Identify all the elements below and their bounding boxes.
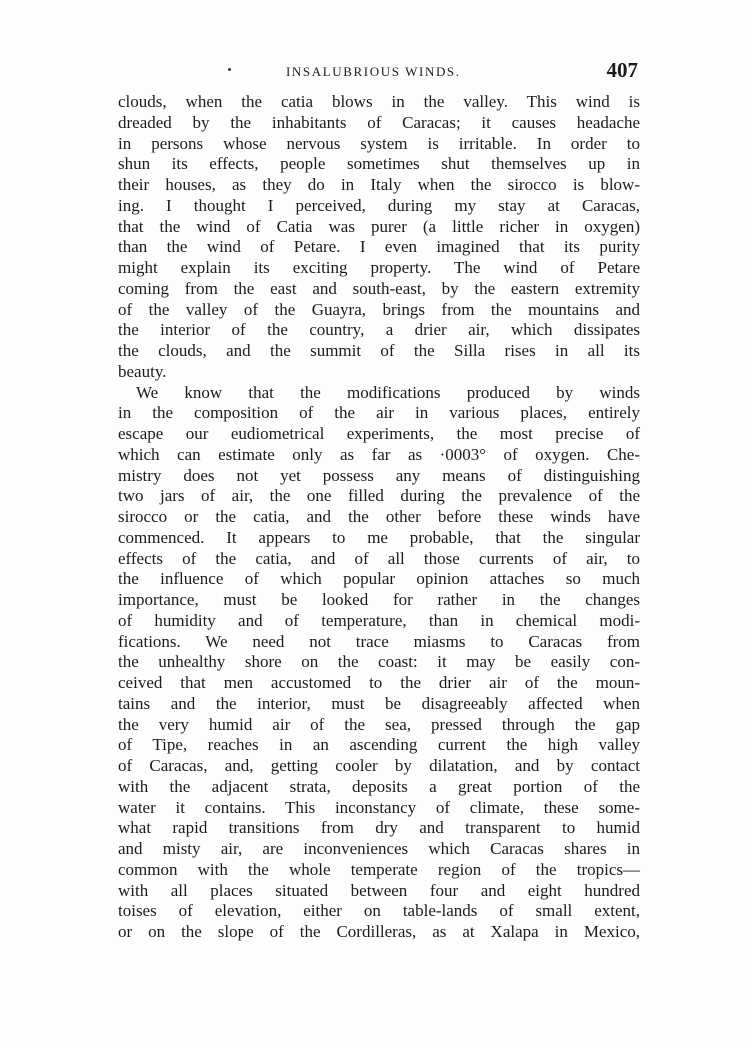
text-line: two jars of air, the one filled during the prevalence of the: [118, 486, 640, 506]
text-line: fications. We need not trace miasms to Caracas from: [118, 631, 640, 651]
body-text: [118, 92, 640, 943]
text-line: that the wind of Catia was purer (a little richer in oxygen): [118, 216, 640, 236]
text-line: beauty.: [118, 361, 167, 381]
text-line: importance, must be looked for rather in the changes: [118, 590, 640, 609]
text-line: with the adjacent strata, deposits a great portion of the: [118, 776, 640, 796]
running-head: INSALUBRIOUS WINDS.: [286, 64, 461, 79]
text-line: toises of elevation, either on table-lands of small extent,: [118, 901, 640, 921]
text-line: in persons whose nervous system is irritable. In order to: [118, 133, 640, 153]
text-line: mistry does not yet possess any means of distinguishing: [118, 465, 640, 485]
text-line: water it contains. This inconstancy of climate, these some-: [118, 797, 640, 817]
text-line: dreaded by the inhabitants of Caracas; it causes headache: [118, 112, 640, 132]
text-line: of humidity and of temperature, than in chemical modi-: [118, 610, 640, 630]
text-line: which can estimate only as far as ·0003° of oxygen. Che-: [118, 444, 640, 464]
text-line: clouds, when the catia blows in the valley. This wind is: [118, 92, 640, 111]
text-line: or on the slope of the Cordilleras, as at Xalapa in Mexico,: [118, 922, 640, 941]
text-line: the unhealthy shore on the coast: it may be easily con-: [118, 652, 640, 672]
text-line: in the composition of the air in various places, entirely: [118, 403, 640, 423]
text-line: their houses, as they do in Italy when the sirocco is blow-: [118, 175, 640, 194]
page-header: [118, 58, 638, 88]
text-line: effects of the catia, and of all those currents of air, to: [118, 548, 640, 568]
header-dot: [228, 68, 231, 71]
text-line: ing. I thought I perceived, during my stay at Caracas,: [118, 195, 640, 215]
text-line: the very humid air of the sea, pressed through the gap: [118, 714, 640, 734]
text-line: of the valley of the Guayra, brings from the mountains and: [118, 299, 640, 319]
text-line: of Caracas, and, getting cooler by dilatation, and by contact: [118, 756, 640, 775]
text-line: ceived that men accustomed to the drier air of the moun-: [118, 673, 640, 692]
text-line: the clouds, and the summit of the Silla rises in all its: [118, 341, 640, 360]
text-line: might explain its exciting property. The wind of Petare: [118, 258, 640, 277]
text-line: and misty air, are inconveniences which Caracas shares in: [118, 839, 640, 858]
text-line: tains and the interior, must be disagreeably affected when: [118, 693, 640, 713]
text-line: the influence of which popular opinion attaches so much: [118, 569, 640, 589]
text-line: escape our eudiometrical experiments, the most precise of: [118, 424, 640, 443]
text-line: shun its effects, people sometimes shut themselves up in: [118, 154, 640, 174]
text-line: than the wind of Petare. I even imagined that its purity: [118, 237, 640, 257]
text-line: what rapid transitions from dry and transparent to humid: [118, 818, 640, 838]
text-line: We know that the modifications produced by winds: [136, 382, 640, 402]
text-line: the interior of the country, a drier air, which dissipates: [118, 320, 640, 340]
page-number: 407: [606, 58, 638, 82]
text-line: commenced. It appears to me probable, that the singular: [118, 527, 640, 547]
text-line: coming from the east and south-east, by the eastern extremity: [118, 278, 640, 298]
text-line: with all places situated between four and eight hundred: [118, 880, 640, 900]
text-line: common with the whole temperate region of the tropics—: [118, 859, 640, 879]
text-line: of Tipe, reaches in an ascending current the high valley: [118, 735, 640, 755]
text-line: sirocco or the catia, and the other before these winds have: [118, 507, 640, 526]
